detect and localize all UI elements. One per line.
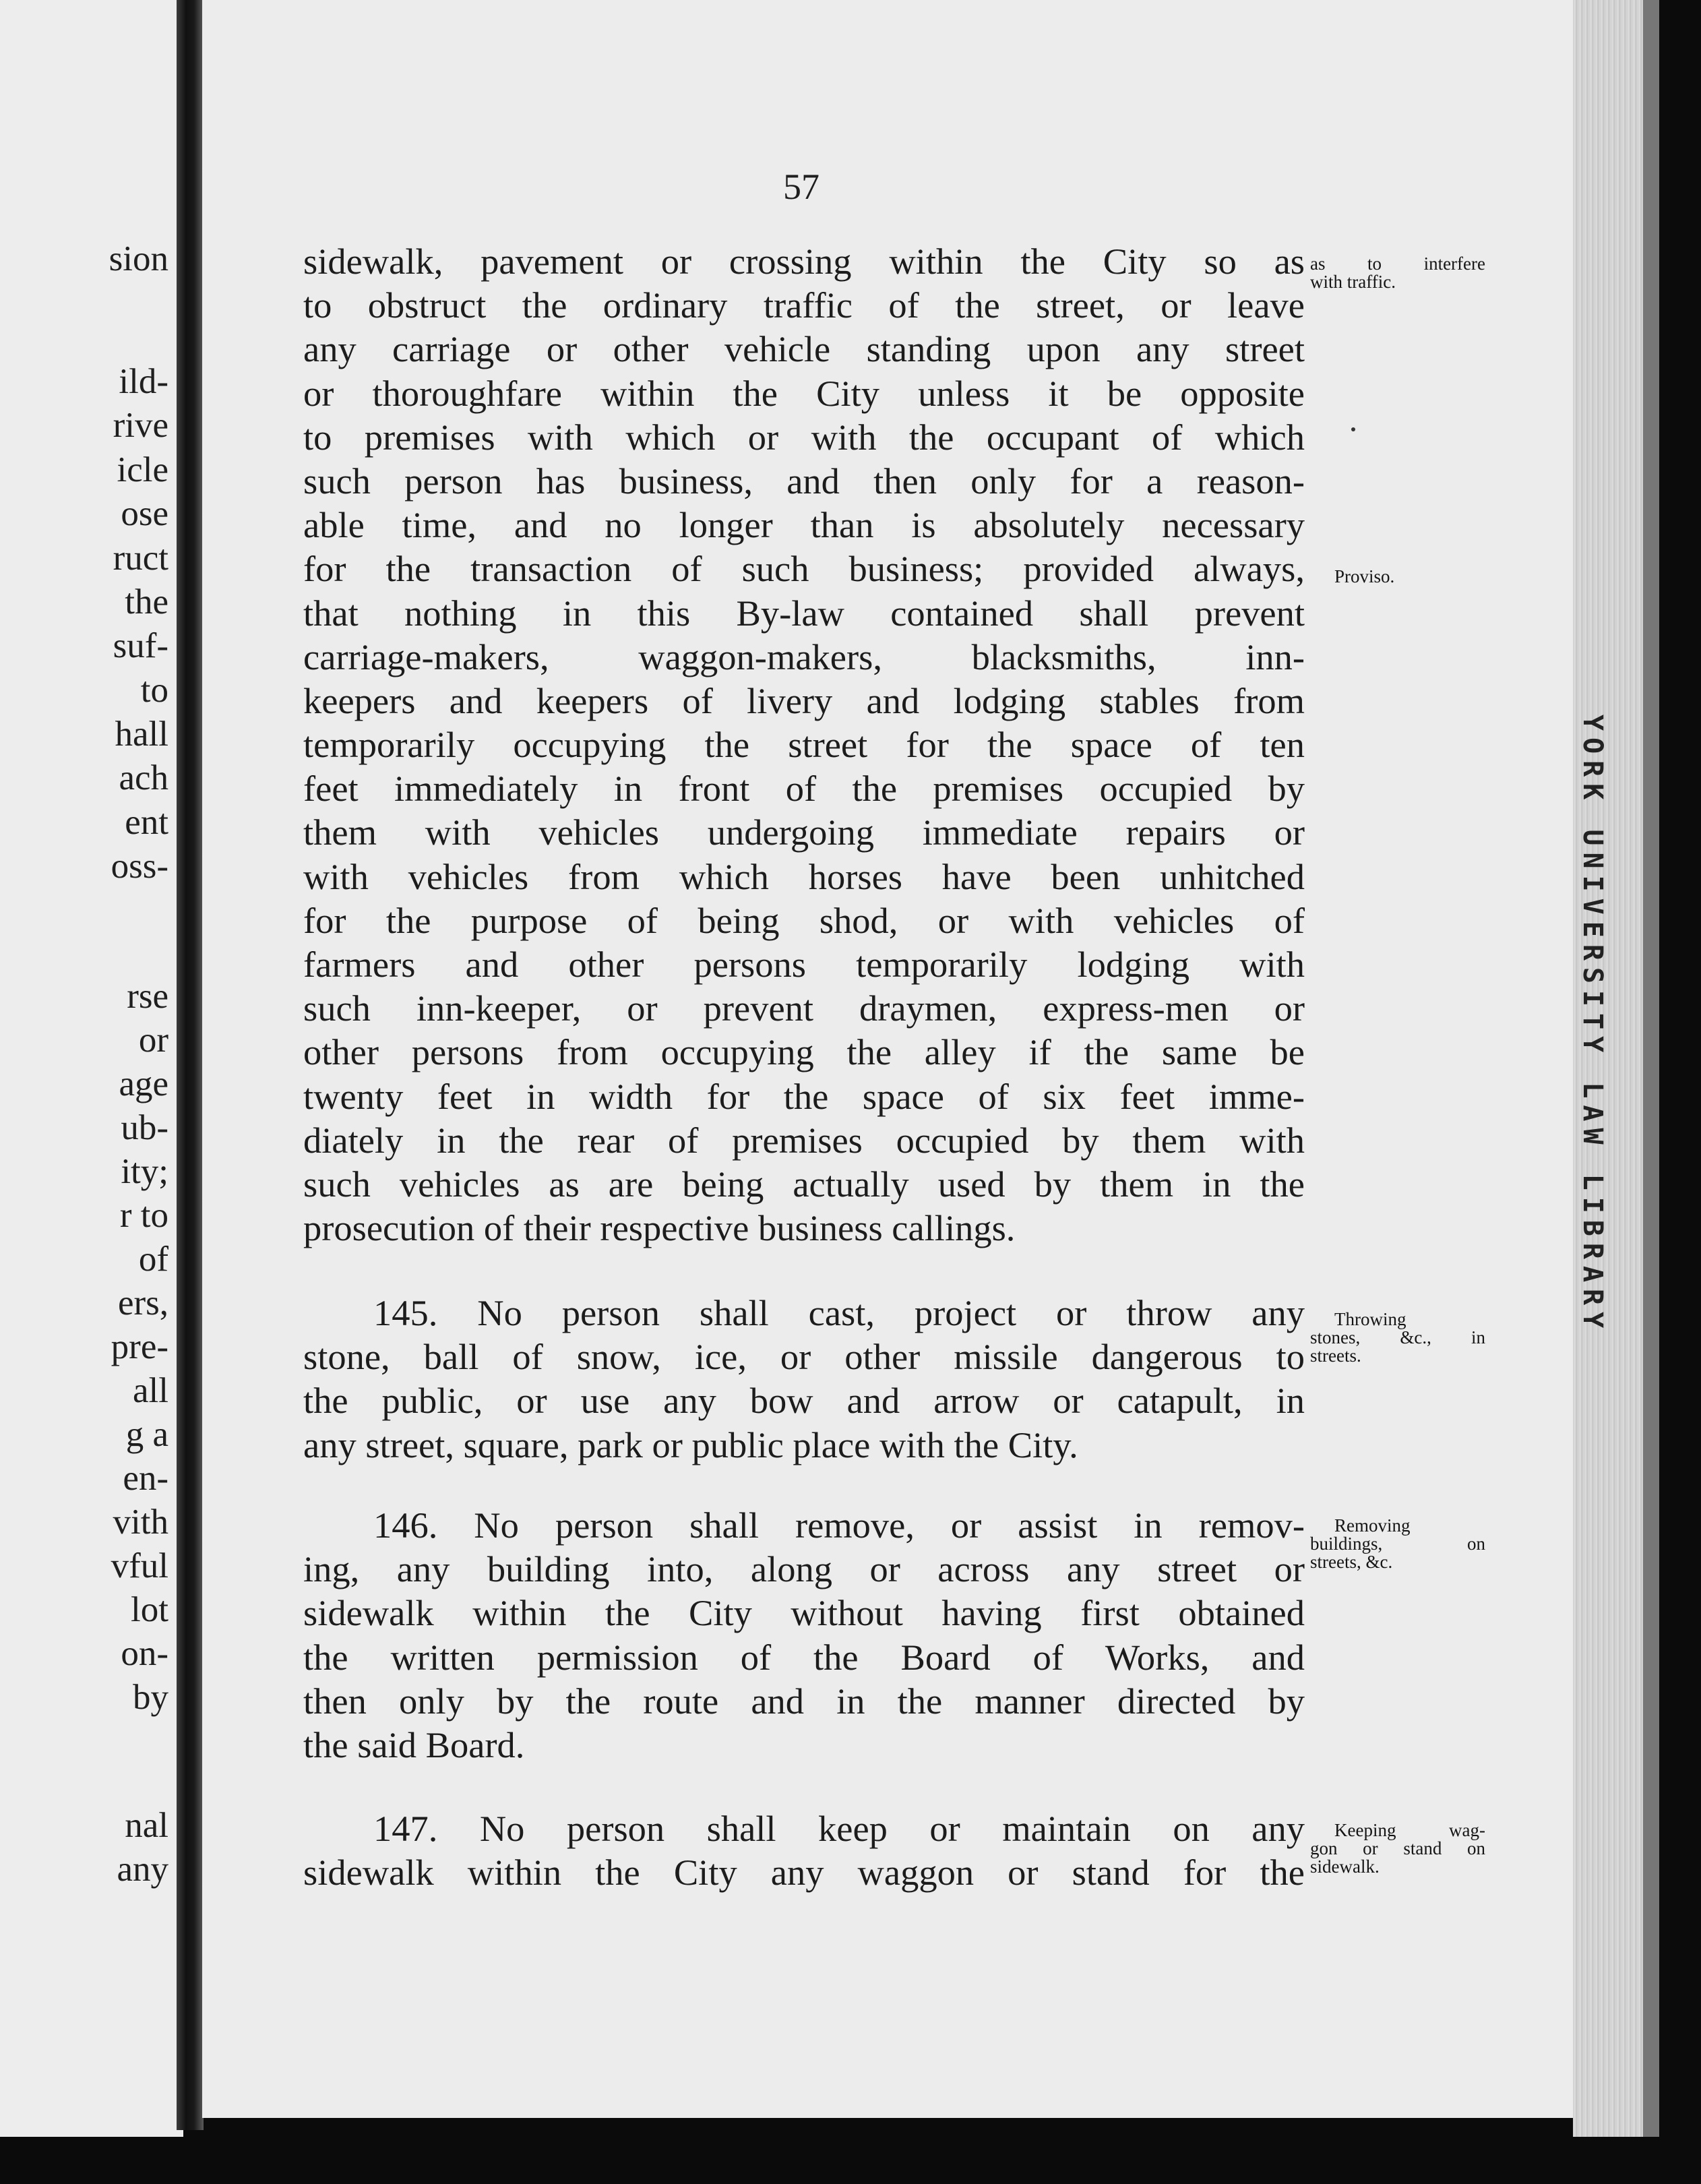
text-line: to obstruct the ordinary traffic of the street, or leave xyxy=(303,284,1305,326)
left-fragment: the xyxy=(125,582,168,621)
margin-note-line: Proviso. xyxy=(1334,566,1395,586)
page-number: 57 xyxy=(783,166,819,207)
left-fragment: ach xyxy=(119,758,168,797)
library-stamp xyxy=(1577,715,1628,1456)
left-fragment: oss- xyxy=(111,847,168,886)
left-fragment: g a xyxy=(125,1415,168,1454)
left-fragment: ity; xyxy=(121,1152,168,1191)
margin-note-line: streets, &c. xyxy=(1310,1552,1393,1572)
left-fragment: ose xyxy=(121,494,168,533)
text-line: keepers and keepers of livery and lodging stables from xyxy=(303,679,1305,721)
left-fragment: en- xyxy=(123,1459,168,1498)
left-fragment: of xyxy=(138,1240,168,1279)
page-edge-shadow xyxy=(1643,0,1659,2137)
text-line: other persons from occupying the alley if the same be xyxy=(303,1031,1305,1073)
margin-note-line: streets. xyxy=(1310,1345,1361,1366)
left-fragment: ers, xyxy=(117,1283,168,1323)
left-fragment: ild- xyxy=(119,362,168,401)
text-line: that nothing in this By-law contained shall prevent xyxy=(303,592,1305,634)
left-fragment: ruct xyxy=(113,539,168,578)
left-facing-page xyxy=(0,0,183,2137)
text-line: then only by the route and in the manner directed by xyxy=(303,1680,1305,1722)
margin-note-line: with traffic. xyxy=(1310,272,1396,292)
text-line: such inn-keeper, or prevent draymen, express-men or xyxy=(303,988,1305,1029)
margin-note-line: Keeping wag- xyxy=(1334,1820,1485,1840)
left-fragment: lot xyxy=(131,1590,168,1629)
left-fragment: pre- xyxy=(111,1327,168,1366)
text-line: such vehicles as are being actually used by them in the xyxy=(303,1163,1305,1205)
margin-note-line: gon or stand on xyxy=(1310,1838,1485,1858)
text-line: them with vehicles undergoing immediate repairs or xyxy=(303,812,1305,853)
left-fragment: vful xyxy=(111,1546,168,1585)
margin-note-line: buildings, on xyxy=(1310,1534,1485,1554)
left-fragment: suf- xyxy=(113,626,168,665)
left-fragment: all xyxy=(133,1371,168,1410)
book-gutter xyxy=(177,0,204,2130)
margin-note-line: as to interfere xyxy=(1310,253,1485,274)
text-line: prosecution of their respective business callings. xyxy=(303,1207,1016,1249)
margin-note-line: Removing xyxy=(1334,1515,1411,1536)
margin-note-interfere xyxy=(1310,255,1485,291)
left-fragment: on- xyxy=(121,1634,168,1673)
text-line: such person has business, and then only for a reason- xyxy=(303,460,1305,502)
left-fragment: age xyxy=(119,1064,168,1103)
section-145 xyxy=(303,1291,1305,1467)
margin-note-line: sidewalk. xyxy=(1310,1856,1380,1877)
margin-note-removing xyxy=(1310,1517,1485,1571)
text-line: carriage-makers, waggon-makers, blacksmiths, inn- xyxy=(303,636,1305,677)
text-line: the said Board. xyxy=(303,1724,525,1765)
text-line: sidewalk within the City without having first obtained xyxy=(303,1592,1305,1634)
left-fragment: any xyxy=(117,1850,168,1889)
left-fragment: ent xyxy=(125,803,168,842)
left-fragment: sion xyxy=(109,239,168,278)
text-line: sidewalk within the City any waggon or stand for the xyxy=(303,1852,1305,1893)
text-line: feet immediately in front of the premises occupied by xyxy=(303,768,1305,810)
continuation-paragraph xyxy=(303,239,1305,1250)
text-line: farmers and other persons temporarily lodging with xyxy=(303,944,1305,985)
margin-note-throwing xyxy=(1310,1310,1485,1365)
text-line: any street, square, park or public place with the City. xyxy=(303,1424,1078,1465)
text-line: the public, or use any bow and arrow or catapult, in xyxy=(303,1380,1305,1422)
text-line: any carriage or other vehicle standing upon any street xyxy=(303,328,1305,370)
left-fragment: icle xyxy=(117,450,168,489)
left-fragment: rive xyxy=(113,406,168,445)
left-fragment: by xyxy=(133,1678,168,1717)
section-heading-line: 145. No person shall cast, project or throw any xyxy=(373,1292,1305,1333)
left-fragment: rse xyxy=(127,977,168,1016)
margin-note-keeping xyxy=(1310,1821,1485,1876)
text-line: sidewalk, pavement or crossing within the City so as xyxy=(303,241,1305,282)
text-line: able time, and no longer than is absolutely necessary xyxy=(303,504,1305,546)
stray-mark xyxy=(1351,427,1355,431)
margin-note-line: stones, &c., in xyxy=(1310,1327,1485,1347)
section-147 xyxy=(303,1807,1305,1894)
margin-note-proviso xyxy=(1310,568,1485,586)
margin-note-line: Throwing xyxy=(1334,1309,1406,1329)
text-line: stone, ball of snow, ice, or other missile dangerous to xyxy=(303,1336,1305,1378)
left-fragment: nal xyxy=(125,1806,168,1845)
text-line: with vehicles from which horses have been unhitched xyxy=(303,855,1305,897)
section-146 xyxy=(303,1503,1305,1767)
left-fragment: hall xyxy=(115,715,168,754)
text-line: diately in the rear of premises occupied by them with xyxy=(303,1119,1305,1161)
left-fragment: to xyxy=(140,671,168,710)
text-line: ing, any building into, along or across any street or xyxy=(303,1548,1305,1590)
text-line: twenty feet in width for the space of six feet imme- xyxy=(303,1075,1305,1117)
text-line: to premises with which or with the occupant of which xyxy=(303,416,1305,458)
library-stamp-text: YORK UNIVERSITY LAW LIBRARY xyxy=(1577,715,1608,1335)
left-fragment: ub- xyxy=(121,1108,168,1147)
text-line: the written permission of the Board of Works, and xyxy=(303,1636,1305,1678)
left-fragment: or xyxy=(138,1021,168,1060)
text-line: or thoroughfare within the City unless it be opposite xyxy=(303,372,1305,414)
left-fragment: vith xyxy=(113,1503,168,1542)
text-line: for the transaction of such business; provided always, xyxy=(303,548,1305,590)
left-fragment: r to xyxy=(119,1196,168,1235)
text-line: temporarily occupying the street for the space of ten xyxy=(303,724,1305,766)
text-line: for the purpose of being shod, or with vehicles of xyxy=(303,899,1305,941)
section-heading-line: 147. No person shall keep or maintain on any xyxy=(373,1808,1305,1849)
section-heading-line: 146. No person shall remove, or assist in remov- xyxy=(373,1505,1305,1546)
